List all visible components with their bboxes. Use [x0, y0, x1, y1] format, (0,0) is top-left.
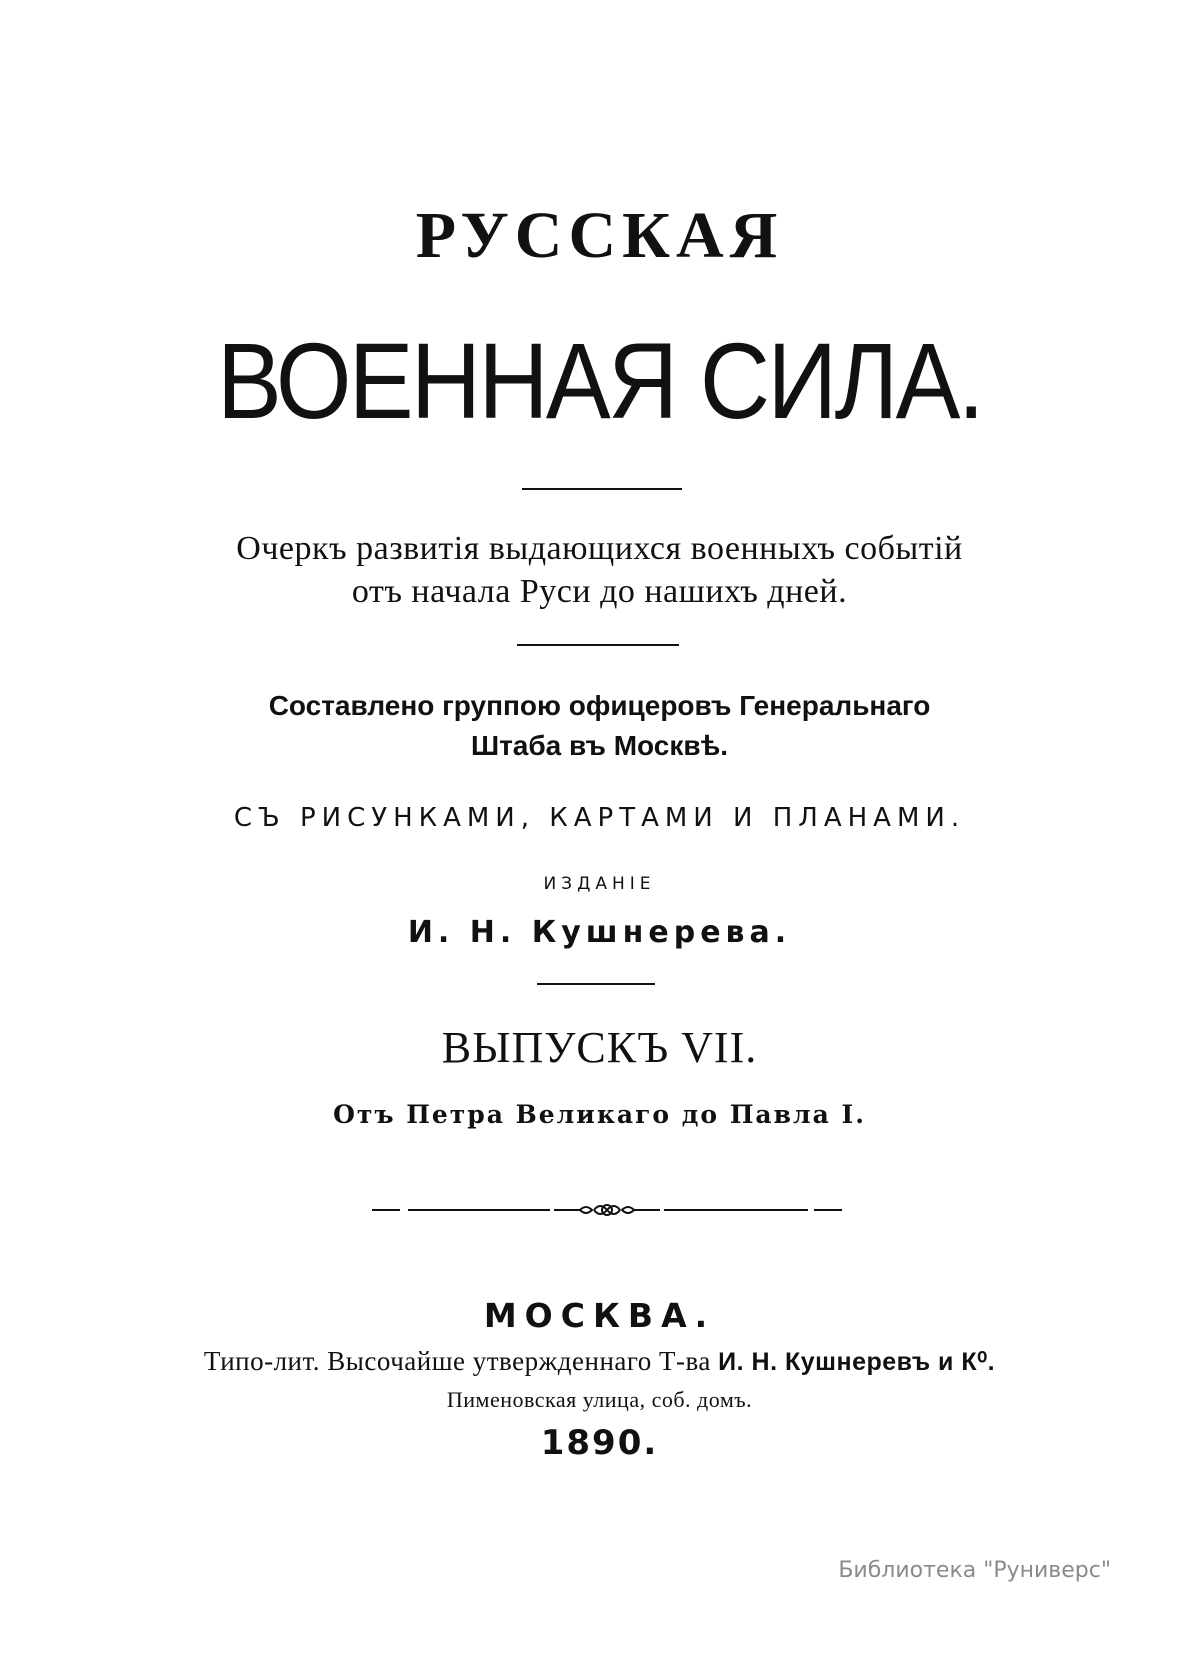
- issue-number: ВЫПУСКЪ VII.: [441, 1023, 758, 1072]
- imprint-year: 1890.: [540, 1423, 659, 1463]
- title-line-1: РУССКАЯ: [415, 199, 784, 272]
- library-watermark: Библиотека "Руниверс": [838, 1558, 1111, 1583]
- illustrations-note: СЪ РИСУНКАМИ, КАРТАМИ И ПЛАНАМИ.: [233, 803, 966, 833]
- issue-period: Отъ Петра Великаго до Павла I.: [333, 1100, 866, 1129]
- divider-rule: [537, 983, 655, 985]
- publisher-name: И. Н. Кушнерева.: [407, 915, 792, 950]
- imprint-press: [0, 1346, 1199, 1377]
- divider-rule: [522, 488, 682, 490]
- title-line-2: ВОЕННАЯ СИЛА.: [216, 320, 983, 441]
- subtitle-line-2: отъ начала Руси до нашихъ дней.: [351, 573, 848, 610]
- compiled-by-line-1: Составлено группою офицеровъ Генеральнаго: [268, 690, 931, 721]
- subtitle-line-1: Очеркъ развитія выдающихся военныхъ событій: [236, 530, 963, 567]
- ornament-divider: [372, 1198, 842, 1222]
- press-prefix: Типо-лит. Высочайше утвержденнаго Т-ва: [203, 1346, 711, 1376]
- imprint-address: Пименовская улица, соб. домъ.: [446, 1387, 753, 1412]
- imprint-city: МОСКВА.: [483, 1296, 716, 1335]
- divider-rule: [517, 644, 679, 646]
- edition-label: ИЗДАНІЕ: [543, 874, 656, 894]
- compiled-by-line-2: Штаба въ Москвѣ.: [470, 730, 729, 761]
- press-name: И. Н. Кушнеревъ и К⁰.: [718, 1348, 996, 1376]
